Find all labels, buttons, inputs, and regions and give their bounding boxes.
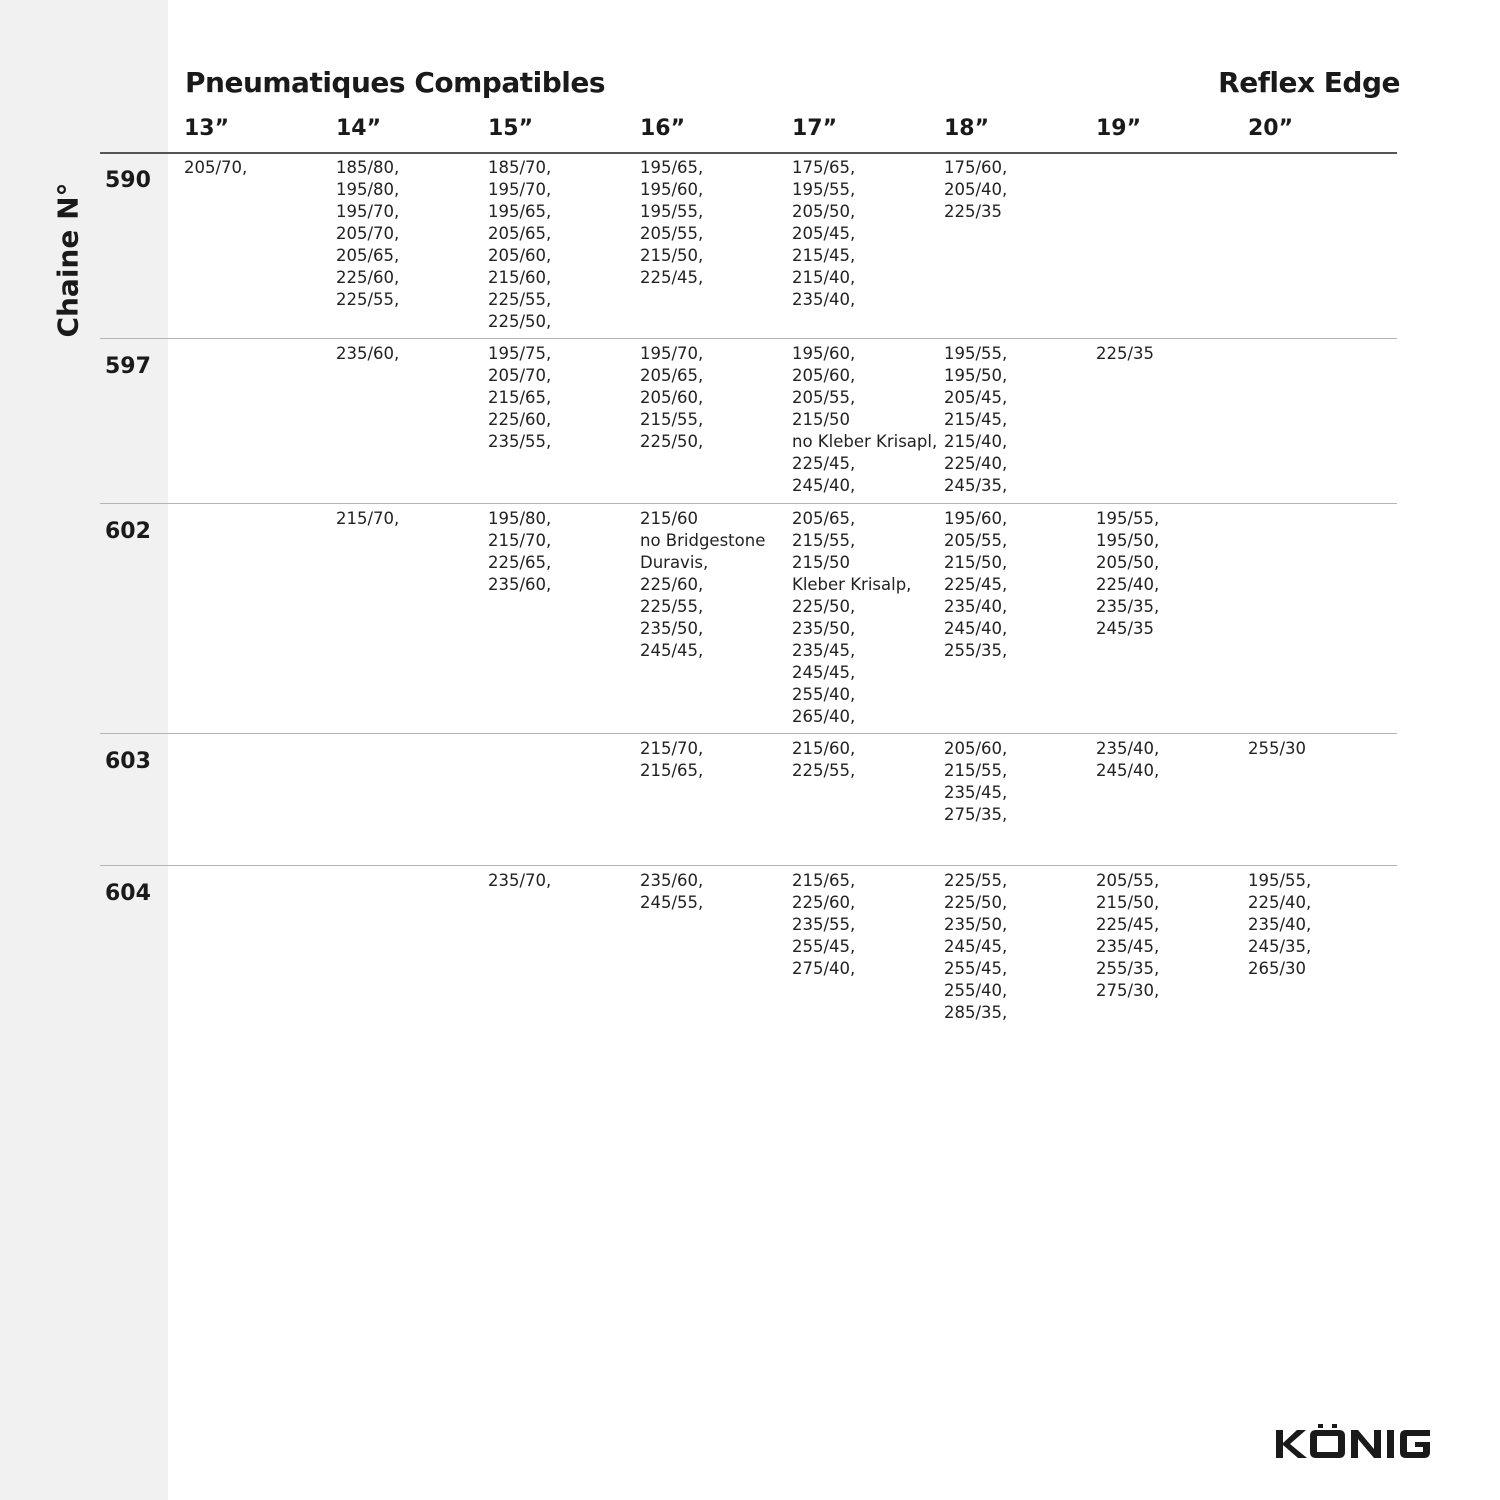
tire-size: 205/65, [640,366,704,385]
tire-size: 205/70, [184,158,248,177]
chain-number: 590 [105,168,151,193]
tire-size-cell [1096,738,1244,782]
tire-size: 255/45, [944,959,1008,978]
chain-number: 604 [105,881,151,906]
tire-size: 275/30, [1096,981,1160,1000]
tire-size: 205/55, [1096,871,1160,890]
tire-size: 255/35, [944,641,1008,660]
tire-size: 225/55, [640,597,704,616]
tire-size: 215/60, [488,268,552,287]
tire-size-cell [640,343,788,453]
tire-size-cell [792,738,940,782]
tire-size: 235/60, [336,344,400,363]
tire-size: 225/60, [792,893,856,912]
tire-size-cell [336,343,484,365]
tire-size: 205/55, [944,531,1008,550]
tire-size-cell [640,157,788,289]
tire-size: 195/55, [1248,871,1312,890]
tire-size: 205/65, [792,509,856,528]
tire-size-cell [640,508,788,662]
tire-size: 205/40, [944,180,1008,199]
tire-size-cell [1248,738,1396,760]
tire-size: 215/45, [792,246,856,265]
tire-size: 185/70, [488,158,552,177]
tire-size-cell [1096,343,1244,365]
tire-size-cell [336,157,484,311]
tire-size: 265/40, [792,707,856,726]
tire-size: 235/55, [792,915,856,934]
tire-size: no Bridgestone [640,531,766,550]
chain-number: 603 [105,749,151,774]
tire-size-cell [640,738,788,782]
tire-size: 235/50, [640,619,704,638]
tire-size: 255/30 [1248,739,1307,758]
tire-size: 225/45, [1096,915,1160,934]
row-divider [100,503,1397,504]
tire-size: 215/55, [640,410,704,429]
tire-size: 215/70, [488,531,552,550]
tire-size-cell [640,870,788,914]
tire-size: 235/50, [792,619,856,638]
tire-size: 225/40, [1248,893,1312,912]
tire-size: 215/55, [944,761,1008,780]
row-divider [100,733,1397,734]
tire-size: 215/55, [792,531,856,550]
row-axis-label: Chaine N° [51,182,85,338]
column-header: 20” [1248,116,1294,141]
tire-size: 225/60, [640,575,704,594]
tire-size: 195/80, [488,509,552,528]
tire-size-cell [336,508,484,530]
tire-size: 225/40, [944,454,1008,473]
column-header: 13” [184,116,230,141]
tire-size: 225/35 [1096,344,1155,363]
tire-size: 245/35, [1248,937,1312,956]
tire-size: 225/50, [792,597,856,616]
tire-size: 245/40, [944,619,1008,638]
tire-size: 235/40, [1248,915,1312,934]
tire-size: 205/45, [792,224,856,243]
tire-size: 205/70, [488,366,552,385]
tire-size: 205/60, [944,739,1008,758]
tire-size: 225/60, [336,268,400,287]
tire-size: 195/65, [640,158,704,177]
tire-size: 205/60, [792,366,856,385]
tire-size: 225/50, [640,432,704,451]
tire-size-cell [944,508,1092,662]
tire-size: 195/65, [488,202,552,221]
tire-size: 195/50, [944,366,1008,385]
tire-size: Kleber Krisalp, [792,575,912,594]
tire-size: 195/80, [336,180,400,199]
tire-size: 195/55, [1096,509,1160,528]
tire-size-cell [944,738,1092,826]
tire-size: 225/50, [944,893,1008,912]
column-header: 18” [944,116,990,141]
tire-size: 245/40, [792,476,856,495]
row-divider [100,338,1397,339]
column-header-row [0,116,1500,146]
tire-size: 275/35, [944,805,1008,824]
tire-size: 195/60, [640,180,704,199]
tire-size: 215/65, [792,871,856,890]
tire-size: 245/45, [640,641,704,660]
tire-size: 205/60, [488,246,552,265]
tire-size: 205/55, [640,224,704,243]
tire-size: 215/70, [336,509,400,528]
tire-size: 225/60, [488,410,552,429]
tire-size: 215/70, [640,739,704,758]
tire-size: 225/40, [1096,575,1160,594]
page-title: Pneumatiques Compatibles [185,66,605,99]
row-divider [100,865,1397,866]
tire-size: 195/75, [488,344,552,363]
tire-size: Duravis, [640,553,709,572]
tire-size: 285/35, [944,1003,1008,1022]
tire-size: 225/45, [944,575,1008,594]
tire-size: 235/55, [488,432,552,451]
tire-size: 215/50 [792,553,851,572]
tire-size-cell [184,157,332,179]
tire-size: 235/45, [792,641,856,660]
tire-size: 245/35, [944,476,1008,495]
tire-size-cell [488,343,636,453]
tire-size: 195/70, [640,344,704,363]
tire-size: 255/45, [792,937,856,956]
tire-size-cell [792,870,940,980]
konig-logo [1276,1424,1460,1460]
tire-size: 245/45, [792,663,856,682]
tire-size: 195/50, [1096,531,1160,550]
tire-size: 225/55, [488,290,552,309]
tire-size: 225/55, [336,290,400,309]
tire-size: 235/40, [944,597,1008,616]
tire-size: 255/40, [792,685,856,704]
tire-size: 215/40, [792,268,856,287]
tire-size-cell [792,508,940,728]
tire-size: 275/40, [792,959,856,978]
tire-size: 205/65, [336,246,400,265]
tire-size: 255/40, [944,981,1008,1000]
tire-size: 175/65, [792,158,856,177]
tire-size: 235/70, [488,871,552,890]
column-header: 17” [792,116,838,141]
tire-size: 245/35 [1096,619,1155,638]
tire-size: 195/60, [944,509,1008,528]
tire-size-cell [488,870,636,892]
tire-size: 215/50, [944,553,1008,572]
tire-size: 245/45, [944,937,1008,956]
tire-size: 195/60, [792,344,856,363]
tire-size-cell [488,157,636,333]
tire-size: 225/35 [944,202,1003,221]
tire-size: 225/50, [488,312,552,331]
tire-size: 185/80, [336,158,400,177]
chain-number: 597 [105,354,151,379]
tire-size: 205/50, [1096,553,1160,572]
tire-size: 235/40, [792,290,856,309]
tire-size: 195/70, [336,202,400,221]
tire-size: 205/65, [488,224,552,243]
tire-size: 205/60, [640,388,704,407]
tire-size: 225/55, [792,761,856,780]
tire-size: 265/30 [1248,959,1307,978]
tire-size: 215/50 [792,410,851,429]
tire-size: 225/65, [488,553,552,572]
tire-size-cell [488,508,636,596]
tire-size: 245/40, [1096,761,1160,780]
tire-size-cell [1096,508,1244,640]
tire-size: 175/60, [944,158,1008,177]
tire-size: 205/55, [792,388,856,407]
row-divider [100,152,1397,154]
product-name: Reflex Edge [1218,66,1400,99]
tire-size: 215/60 [640,509,699,528]
tire-size: 215/40, [944,432,1008,451]
column-header: 15” [488,116,534,141]
tire-size: 235/45, [1096,937,1160,956]
column-header: 19” [1096,116,1142,141]
tire-size: 205/50, [792,202,856,221]
tire-size: 195/55, [640,202,704,221]
column-header: 16” [640,116,686,141]
tire-size: 195/55, [944,344,1008,363]
tire-size: 225/55, [944,871,1008,890]
tire-size: 215/60, [792,739,856,758]
tire-size: 235/45, [944,783,1008,802]
tire-size-cell [944,870,1092,1024]
tire-size: 235/35, [1096,597,1160,616]
tire-size: no Kleber Krisapl, [792,432,938,451]
column-header: 14” [336,116,382,141]
tire-size: 235/50, [944,915,1008,934]
tire-size: 215/65, [640,761,704,780]
tire-size-cell [1096,870,1244,1002]
tire-size-cell [944,343,1092,497]
tire-size-cell [792,343,940,497]
tire-size: 225/45, [640,268,704,287]
tire-size: 215/65, [488,388,552,407]
tire-size: 235/60, [488,575,552,594]
tire-size: 215/45, [944,410,1008,429]
tire-size-cell [1248,870,1396,980]
tire-size: 235/60, [640,871,704,890]
tire-size: 225/45, [792,454,856,473]
tire-size: 255/35, [1096,959,1160,978]
tire-size: 215/50, [1096,893,1160,912]
tire-size: 195/70, [488,180,552,199]
tire-size: 195/55, [792,180,856,199]
tire-size-cell [792,157,940,311]
tire-size: 205/70, [336,224,400,243]
tire-size-cell [944,157,1092,223]
tire-size: 235/40, [1096,739,1160,758]
tire-size: 205/45, [944,388,1008,407]
tire-size: 245/55, [640,893,704,912]
chain-number: 602 [105,519,151,544]
tire-size: 215/50, [640,246,704,265]
